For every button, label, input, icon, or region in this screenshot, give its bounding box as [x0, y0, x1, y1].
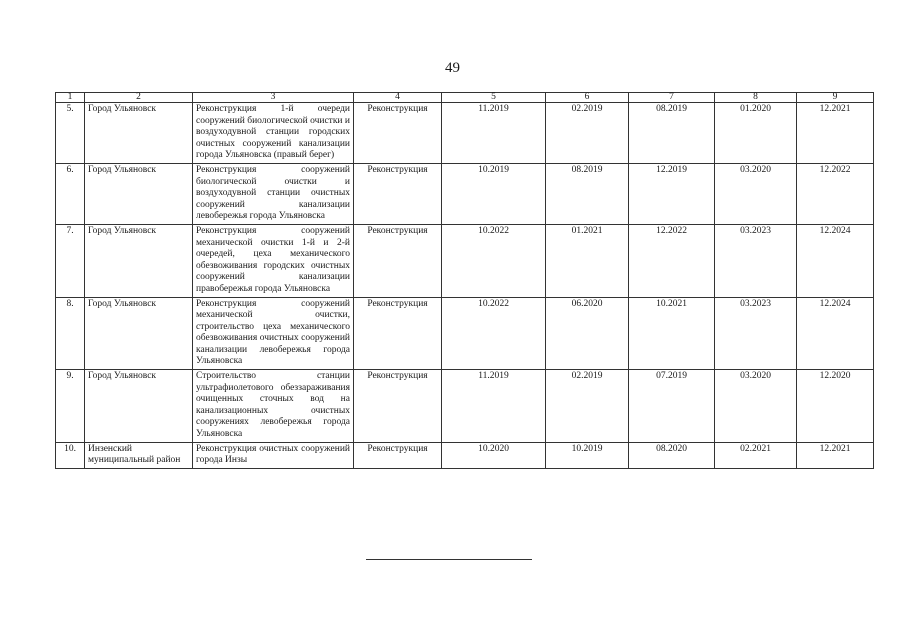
area-cell: Город Ульяновск — [85, 103, 193, 164]
date-cell-8: 01.2020 — [715, 103, 797, 164]
data-table — [55, 92, 874, 469]
column-header-6: 6 — [546, 93, 629, 103]
table-body — [56, 103, 874, 469]
work-type-cell: Реконструкция — [354, 103, 442, 164]
footnote-divider — [366, 559, 532, 560]
project-name-cell: Реконструкция 1-й очереди сооружений биологической очистки и воздуходувной станции городских очистных сооружений канализации города Ульяновска (правый берег) — [193, 103, 354, 164]
work-type-cell: Реконструкция — [354, 297, 442, 370]
date-cell-9: 12.2021 — [797, 103, 874, 164]
date-cell-7: 12.2019 — [629, 163, 715, 224]
date-cell-5: 10.2022 — [442, 224, 546, 297]
area-cell: Город Ульяновск — [85, 224, 193, 297]
table-row — [56, 224, 874, 297]
row-number: 8. — [56, 297, 85, 370]
project-name-cell: Реконструкция очистных сооружений города Инзы — [193, 442, 354, 468]
date-cell-7: 10.2021 — [629, 297, 715, 370]
date-cell-9: 12.2020 — [797, 370, 874, 443]
date-cell-7: 08.2019 — [629, 103, 715, 164]
area-cell: Город Ульяновск — [85, 163, 193, 224]
table-row — [56, 163, 874, 224]
date-cell-8: 03.2020 — [715, 370, 797, 443]
date-cell-5: 10.2019 — [442, 163, 546, 224]
date-cell-5: 11.2019 — [442, 103, 546, 164]
date-cell-6: 01.2021 — [546, 224, 629, 297]
date-cell-6: 02.2019 — [546, 370, 629, 443]
row-number: 7. — [56, 224, 85, 297]
work-type-cell: Реконструкция — [354, 442, 442, 468]
date-cell-9: 12.2022 — [797, 163, 874, 224]
area-cell: Город Ульяновск — [85, 370, 193, 443]
project-name-cell: Строительство станции ультрафиолетового обеззараживания очищенных сточных вод на канализационных очистных сооружениях левобережья города Ульяновска — [193, 370, 354, 443]
column-header-7: 7 — [629, 93, 715, 103]
table-row — [56, 370, 874, 443]
row-number: 5. — [56, 103, 85, 164]
work-type-cell: Реконструкция — [354, 163, 442, 224]
table-header — [56, 93, 874, 103]
date-cell-6: 08.2019 — [546, 163, 629, 224]
table-row — [56, 297, 874, 370]
date-cell-6: 06.2020 — [546, 297, 629, 370]
column-header-9: 9 — [797, 93, 874, 103]
date-cell-7: 08.2020 — [629, 442, 715, 468]
date-cell-8: 03.2023 — [715, 224, 797, 297]
date-cell-5: 10.2020 — [442, 442, 546, 468]
date-cell-6: 02.2019 — [546, 103, 629, 164]
column-header-2: 2 — [85, 93, 193, 103]
header-row — [56, 93, 874, 103]
column-header-3: 3 — [193, 93, 354, 103]
work-type-cell: Реконструкция — [354, 224, 442, 297]
column-header-8: 8 — [715, 93, 797, 103]
date-cell-6: 10.2019 — [546, 442, 629, 468]
date-cell-7: 12.2022 — [629, 224, 715, 297]
date-cell-9: 12.2024 — [797, 224, 874, 297]
project-name-cell: Реконструкция сооружений механической очистки, строительство цеха механического обезвоживания очистных сооружений канализации левобережья города Ульяновска — [193, 297, 354, 370]
date-cell-7: 07.2019 — [629, 370, 715, 443]
area-cell: Инзенский муниципальный район — [85, 442, 193, 468]
table-row — [56, 103, 874, 164]
row-number: 6. — [56, 163, 85, 224]
date-cell-5: 10.2022 — [442, 297, 546, 370]
date-cell-8: 03.2023 — [715, 297, 797, 370]
date-cell-5: 11.2019 — [442, 370, 546, 443]
row-number: 10. — [56, 442, 85, 468]
table-row — [56, 442, 874, 468]
page-number: 49 — [445, 60, 460, 76]
row-number: 9. — [56, 370, 85, 443]
column-header-5: 5 — [442, 93, 546, 103]
date-cell-8: 02.2021 — [715, 442, 797, 468]
area-cell: Город Ульяновск — [85, 297, 193, 370]
column-header-4: 4 — [354, 93, 442, 103]
date-cell-9: 12.2024 — [797, 297, 874, 370]
column-header-1: 1 — [56, 93, 85, 103]
date-cell-8: 03.2020 — [715, 163, 797, 224]
date-cell-9: 12.2021 — [797, 442, 874, 468]
work-type-cell: Реконструкция — [354, 370, 442, 443]
project-name-cell: Реконструкция сооружений биологической очистки и воздуходувной станции очистных сооружений канализации левобережья города Ульяновска — [193, 163, 354, 224]
project-name-cell: Реконструкция сооружений механической очистки 1-й и 2-й очередей, цеха механического обезвоживания городских очистных сооружений канализации правобережья города Ульяновска — [193, 224, 354, 297]
